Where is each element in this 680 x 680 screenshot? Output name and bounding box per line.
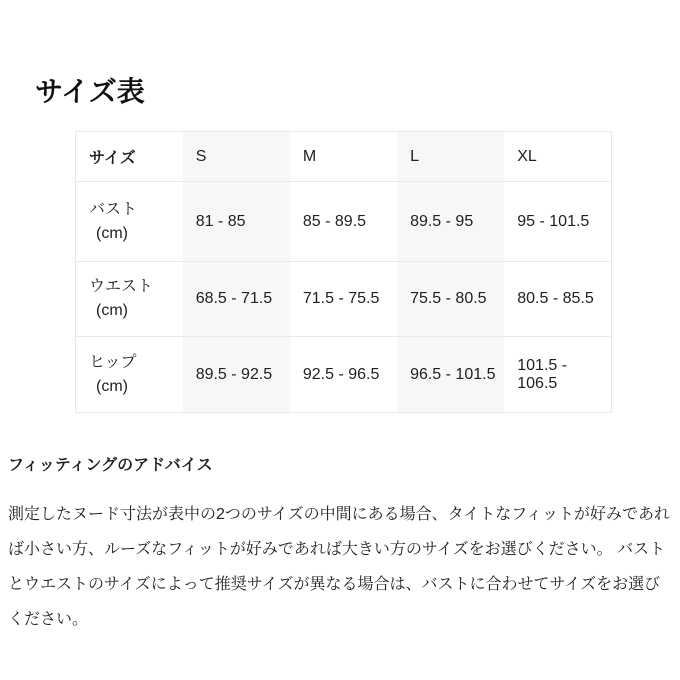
header-cell-xl: XL bbox=[517, 147, 537, 165]
header-cell-s: S bbox=[183, 132, 290, 182]
table-row-waist bbox=[76, 262, 612, 337]
row-label-text: ウエスト bbox=[89, 278, 154, 295]
table-header-row bbox=[76, 132, 612, 182]
page-title: サイズ表 bbox=[35, 76, 145, 107]
cell-waist-l: 75.5 - 80.5 bbox=[397, 262, 504, 337]
row-label-hip bbox=[76, 337, 183, 413]
cell-bust-xl: 95 - 101.5 bbox=[504, 182, 611, 262]
cell-bust-m: 85 - 89.5 bbox=[290, 182, 397, 262]
cell-hip-l: 96.5 - 101.5 bbox=[397, 337, 504, 413]
cell-hip-xl: 101.5 - 106.5 bbox=[504, 337, 611, 413]
cell-waist-m: 71.5 - 75.5 bbox=[290, 262, 397, 337]
cell-hip-s: 89.5 - 92.5 bbox=[183, 337, 290, 413]
header-cell-size: サイズ bbox=[89, 150, 136, 167]
header-cell-l: L bbox=[397, 132, 504, 182]
row-label-bust bbox=[76, 182, 183, 262]
cell-hip-m: 92.5 - 96.5 bbox=[290, 337, 397, 413]
header-cell-m: M bbox=[302, 147, 317, 165]
advice-heading: フィッティングのアドバイス bbox=[8, 457, 213, 474]
row-label-text: ヒップ bbox=[89, 353, 137, 371]
table-row-hip bbox=[76, 337, 612, 413]
cell-waist-xl: 80.5 - 85.5 bbox=[504, 262, 611, 337]
row-label-unit: (cm) bbox=[96, 302, 128, 319]
row-label-waist bbox=[76, 262, 183, 337]
cell-bust-l: 89.5 - 95 bbox=[397, 182, 504, 262]
size-table bbox=[75, 131, 612, 413]
table-row-bust bbox=[76, 182, 612, 262]
row-label-unit: (cm) bbox=[96, 224, 128, 242]
cell-waist-s: 68.5 - 71.5 bbox=[183, 262, 290, 337]
cell-bust-s: 81 - 85 bbox=[183, 182, 290, 262]
row-label-unit: (cm) bbox=[96, 377, 128, 395]
advice-paragraph: 測定したヌード寸法が表中の2つのサイズの中間にある場合、タイトなフィットが好みであれば小さい方、ルーズなフィットが好みであれば大きい方のサイズをお選びください。 バストとウエストのサイズによって推奨サイズが異なる場合は、バストに合わせてサイズをお選びください。 bbox=[8, 506, 671, 628]
row-label-text: バスト bbox=[89, 200, 138, 218]
